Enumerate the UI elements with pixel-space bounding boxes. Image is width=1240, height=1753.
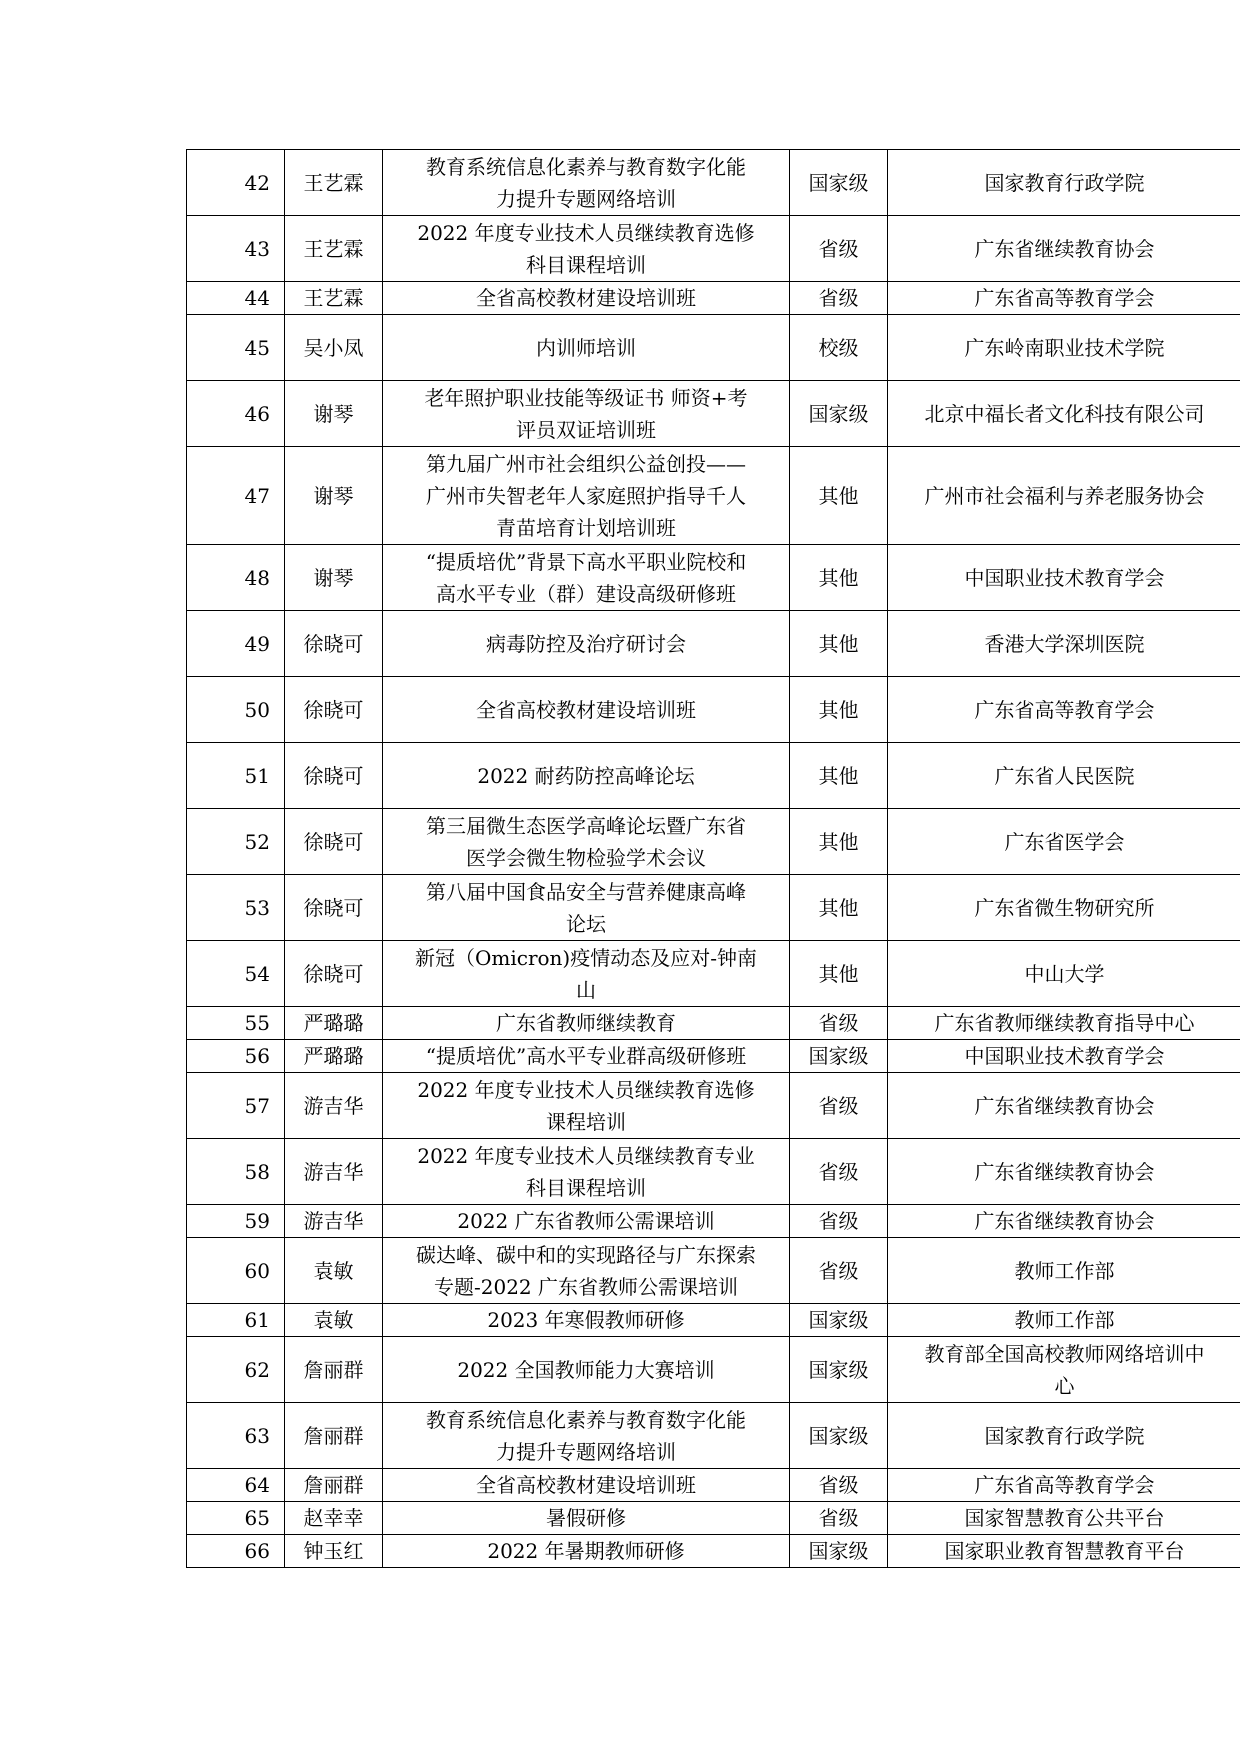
teacher-name: 游吉华 (285, 1139, 383, 1205)
teacher-name: 王艺霖 (285, 150, 383, 216)
teacher-name: 徐晓可 (285, 875, 383, 941)
training-course: 第三届微生态医学高峰论坛暨广东省 医学会微生物检验学术会议 (383, 809, 790, 875)
organizer: 国家职业教育智慧教育平台 (888, 1535, 1240, 1568)
organizer: 广东省高等教育学会 (888, 282, 1240, 315)
row-number: 65 (187, 1502, 285, 1535)
training-level: 其他 (790, 545, 888, 611)
row-number: 58 (187, 1139, 285, 1205)
organizer: 广东省微生物研究所 (888, 875, 1240, 941)
training-level: 省级 (790, 216, 888, 282)
training-course: 碳达峰、碳中和的实现路径与广东探索 专题-2022 广东省教师公需课培训 (383, 1238, 790, 1304)
training-records-body (187, 150, 1240, 1568)
row-number: 43 (187, 216, 285, 282)
row-number: 52 (187, 809, 285, 875)
organizer: 中山大学 (888, 941, 1240, 1007)
training-course: 暑假研修 (383, 1502, 790, 1535)
training-course: 第九届广州市社会组织公益创投—— 广州市失智老年人家庭照护指导千人 青苗培育计划培训班 (383, 447, 790, 545)
teacher-name: 游吉华 (285, 1073, 383, 1139)
training-level: 国家级 (790, 1535, 888, 1568)
row-number: 51 (187, 743, 285, 809)
teacher-name: 徐晓可 (285, 941, 383, 1007)
table-row (187, 1040, 1240, 1073)
training-course: 第八届中国食品安全与营养健康高峰 论坛 (383, 875, 790, 941)
teacher-name: 谢琴 (285, 381, 383, 447)
teacher-name: 徐晓可 (285, 611, 383, 677)
row-number: 64 (187, 1469, 285, 1502)
teacher-name: 徐晓可 (285, 677, 383, 743)
table-row (187, 1139, 1240, 1205)
organizer: 广东省继续教育协会 (888, 1139, 1240, 1205)
organizer: 广东省人民医院 (888, 743, 1240, 809)
table-row (187, 216, 1240, 282)
training-course: 2022 全国教师能力大赛培训 (383, 1337, 790, 1403)
table-row (187, 743, 1240, 809)
organizer: 国家教育行政学院 (888, 1403, 1240, 1469)
training-course: 2022 年度专业技术人员继续教育选修 课程培训 (383, 1073, 790, 1139)
training-level: 国家级 (790, 1337, 888, 1403)
training-course: 广东省教师继续教育 (383, 1007, 790, 1040)
row-number: 66 (187, 1535, 285, 1568)
table-row (187, 1073, 1240, 1139)
teacher-name: 赵幸幸 (285, 1502, 383, 1535)
training-level: 校级 (790, 315, 888, 381)
training-level: 省级 (790, 1502, 888, 1535)
training-course: 老年照护职业技能等级证书 师资+考 评员双证培训班 (383, 381, 790, 447)
table-row (187, 447, 1240, 545)
training-level: 其他 (790, 941, 888, 1007)
organizer: 北京中福长者文化科技有限公司 (888, 381, 1240, 447)
teacher-name: 谢琴 (285, 545, 383, 611)
training-course: 新冠（Omicron)疫情动态及应对-钟南 山 (383, 941, 790, 1007)
teacher-name: 王艺霖 (285, 216, 383, 282)
training-level: 其他 (790, 447, 888, 545)
organizer: 广东省继续教育协会 (888, 1205, 1240, 1238)
row-number: 53 (187, 875, 285, 941)
training-level: 其他 (790, 809, 888, 875)
training-level: 其他 (790, 677, 888, 743)
training-level: 省级 (790, 1238, 888, 1304)
table-row (187, 1205, 1240, 1238)
teacher-name: 严璐璐 (285, 1007, 383, 1040)
row-number: 56 (187, 1040, 285, 1073)
table-row (187, 1304, 1240, 1337)
row-number: 62 (187, 1337, 285, 1403)
organizer: 国家教育行政学院 (888, 150, 1240, 216)
organizer: 广东省医学会 (888, 809, 1240, 875)
training-level: 其他 (790, 743, 888, 809)
table-row (187, 1535, 1240, 1568)
row-number: 54 (187, 941, 285, 1007)
organizer: 中国职业技术教育学会 (888, 1040, 1240, 1073)
table-row (187, 809, 1240, 875)
table-row (187, 315, 1240, 381)
training-course: 病毒防控及治疗研讨会 (383, 611, 790, 677)
table-row (187, 1469, 1240, 1502)
teacher-name: 詹丽群 (285, 1469, 383, 1502)
training-course: 全省高校教材建设培训班 (383, 282, 790, 315)
teacher-name: 詹丽群 (285, 1403, 383, 1469)
training-level: 省级 (790, 282, 888, 315)
table-row (187, 1238, 1240, 1304)
training-course: 教育系统信息化素养与教育数字化能 力提升专题网络培训 (383, 1403, 790, 1469)
row-number: 48 (187, 545, 285, 611)
training-level: 国家级 (790, 381, 888, 447)
organizer: 中国职业技术教育学会 (888, 545, 1240, 611)
organizer: 国家智慧教育公共平台 (888, 1502, 1240, 1535)
row-number: 47 (187, 447, 285, 545)
table-row (187, 1337, 1240, 1403)
row-number: 50 (187, 677, 285, 743)
training-level: 国家级 (790, 1403, 888, 1469)
organizer: 广东省继续教育协会 (888, 1073, 1240, 1139)
table-row (187, 677, 1240, 743)
training-course: 教育系统信息化素养与教育数字化能 力提升专题网络培训 (383, 150, 790, 216)
table-row (187, 381, 1240, 447)
table-row (187, 1007, 1240, 1040)
teacher-name: 游吉华 (285, 1205, 383, 1238)
teacher-name: 严璐璐 (285, 1040, 383, 1073)
organizer: 香港大学深圳医院 (888, 611, 1240, 677)
organizer: 教育部全国高校教师网络培训中 心 (888, 1337, 1240, 1403)
training-course: 2022 年暑期教师研修 (383, 1535, 790, 1568)
row-number: 60 (187, 1238, 285, 1304)
training-course: 内训师培训 (383, 315, 790, 381)
training-course: 2022 年度专业技术人员继续教育选修 科目课程培训 (383, 216, 790, 282)
row-number: 55 (187, 1007, 285, 1040)
training-course: 全省高校教材建设培训班 (383, 1469, 790, 1502)
teacher-name: 詹丽群 (285, 1337, 383, 1403)
training-course: “提质培优”背景下高水平职业院校和 高水平专业（群）建设高级研修班 (383, 545, 790, 611)
training-course: 2023 年寒假教师研修 (383, 1304, 790, 1337)
row-number: 46 (187, 381, 285, 447)
training-level: 其他 (790, 875, 888, 941)
table-row (187, 1502, 1240, 1535)
organizer: 广州市社会福利与养老服务协会 (888, 447, 1240, 545)
row-number: 57 (187, 1073, 285, 1139)
teacher-name: 谢琴 (285, 447, 383, 545)
row-number: 44 (187, 282, 285, 315)
row-number: 42 (187, 150, 285, 216)
row-number: 59 (187, 1205, 285, 1238)
row-number: 49 (187, 611, 285, 677)
training-level: 国家级 (790, 1304, 888, 1337)
training-level: 省级 (790, 1469, 888, 1502)
organizer: 广东省继续教育协会 (888, 216, 1240, 282)
organizer: 教师工作部 (888, 1238, 1240, 1304)
row-number: 63 (187, 1403, 285, 1469)
organizer: 广东省高等教育学会 (888, 1469, 1240, 1502)
training-course: 2022 耐药防控高峰论坛 (383, 743, 790, 809)
teacher-name: 徐晓可 (285, 809, 383, 875)
organizer: 广东省高等教育学会 (888, 677, 1240, 743)
teacher-name: 钟玉红 (285, 1535, 383, 1568)
table-row (187, 545, 1240, 611)
table-row (187, 282, 1240, 315)
teacher-name: 吴小凤 (285, 315, 383, 381)
training-level: 其他 (790, 611, 888, 677)
training-level: 省级 (790, 1205, 888, 1238)
table-row (187, 1403, 1240, 1469)
organizer: 广东省教师继续教育指导中心 (888, 1007, 1240, 1040)
training-course: 2022 广东省教师公需课培训 (383, 1205, 790, 1238)
training-course: 2022 年度专业技术人员继续教育专业 科目课程培训 (383, 1139, 790, 1205)
training-course: 全省高校教材建设培训班 (383, 677, 790, 743)
training-level: 省级 (790, 1073, 888, 1139)
teacher-name: 徐晓可 (285, 743, 383, 809)
table-row (187, 941, 1240, 1007)
organizer: 教师工作部 (888, 1304, 1240, 1337)
training-level: 省级 (790, 1007, 888, 1040)
row-number: 61 (187, 1304, 285, 1337)
training-records-table (186, 149, 1240, 1568)
table-row (187, 875, 1240, 941)
table-row (187, 611, 1240, 677)
table-row (187, 150, 1240, 216)
teacher-name: 袁敏 (285, 1304, 383, 1337)
training-level: 省级 (790, 1139, 888, 1205)
training-level: 国家级 (790, 1040, 888, 1073)
organizer: 广东岭南职业技术学院 (888, 315, 1240, 381)
training-course: “提质培优”高水平专业群高级研修班 (383, 1040, 790, 1073)
teacher-name: 袁敏 (285, 1238, 383, 1304)
row-number: 45 (187, 315, 285, 381)
training-level: 国家级 (790, 150, 888, 216)
teacher-name: 王艺霖 (285, 282, 383, 315)
